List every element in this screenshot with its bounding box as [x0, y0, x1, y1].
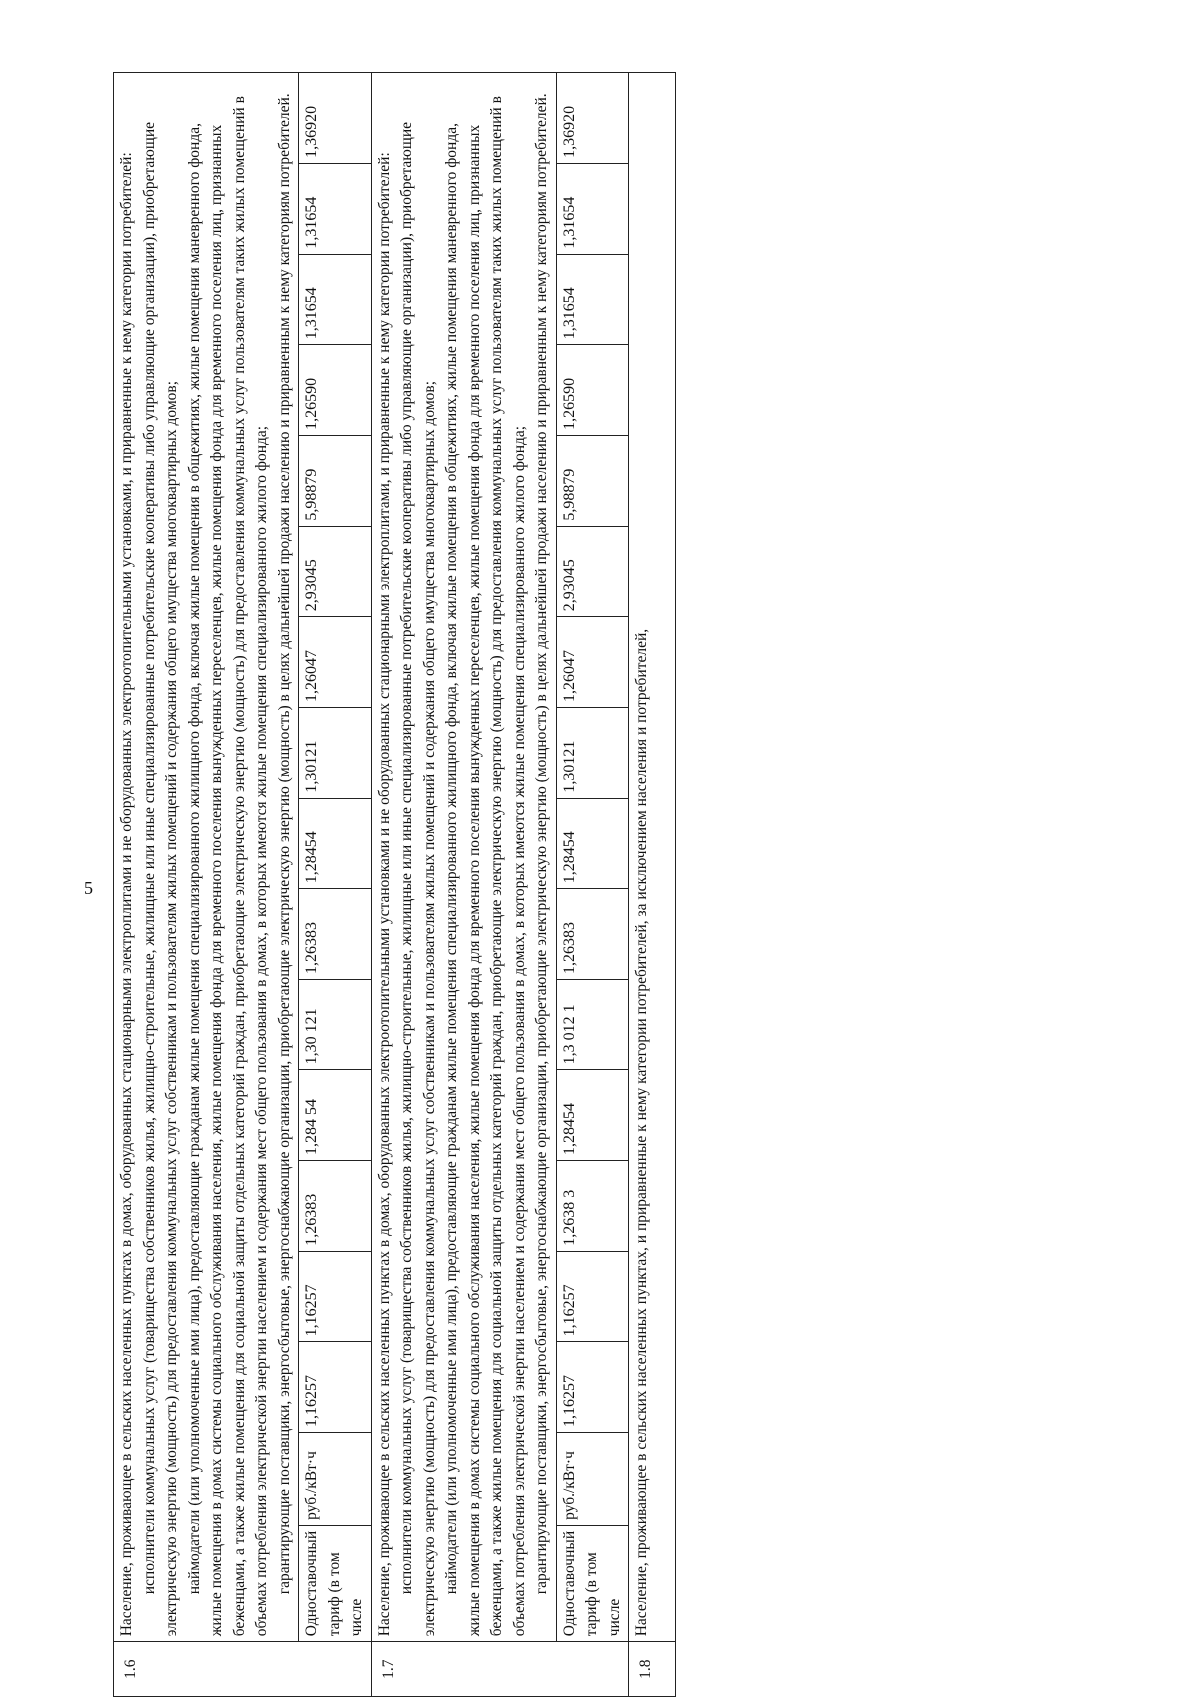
tariff-value: 1,28454 — [556, 1070, 629, 1161]
table-row — [114, 73, 299, 1697]
paragraph: исполнители коммунальных услуг (товарищества собственников жилья, жилищно-строительные, жилищные или иные специализированные потребительские кооперативы либо управляющие организации), приобретающие электрическую энергию (мощность) для предоставления коммунальных услуг собственникам и пользователям жилых помещений и содержания общего имущества многоквартирных домов; — [140, 122, 180, 1637]
category-description — [371, 73, 556, 1642]
tariff-row — [299, 73, 372, 1697]
tariff-value: 1,30121 — [556, 707, 629, 798]
tariff-value: 1,28454 — [556, 798, 629, 889]
table-row — [371, 73, 556, 1697]
tariff-table — [113, 72, 676, 1697]
tariff-value: 1,31654 — [299, 254, 372, 345]
table-row — [629, 73, 676, 1697]
tariff-value: 1,2638 3 — [556, 1161, 629, 1252]
tariff-value: 1,26383 — [299, 889, 372, 980]
paragraph: исполнители коммунальных услуг (товарищества собственников жилья, жилищно-строительные, жилищные или иные специализированные потребительские кооперативы либо управляющие организации), приобретающие электрическую энергию (мощность) для предоставления коммунальных услуг собственникам и пользователям жилых помещений и содержания общего имущества многоквартирных домов; — [398, 122, 438, 1637]
tariff-value: 2,93045 — [299, 526, 372, 617]
paragraph: наймодатели (или уполномоченные ими лица), предоставляющие гражданам жилые помещения специализированного жилищного фонда, включая жилые помещения в общежитиях, жилые помещения маневренного фонда, жилые помещения в домах системы социального обслуживания населения, жилые помещения фонда для временного поселения вынужденных переселенцев, жилые помещения фонда для временного поселения лиц, признанных беженцами, а также жилые помещения для социальной защиты отдельных категорий граждан, приобретающие электрическую энергию (мощность) для предоставления коммунальных услуг пользователям таких жилых помещений в объемах потребления электрической энергии населением и содержания мест общего пользования в домах, в которых имеются жилые помещения специализированного жилого фонда; — [185, 96, 270, 1637]
paragraph: Население, проживающее в сельских населенных пунктах в домах, оборудованных электроотопительными установками и не оборудованных стационарными электроплитами, и приравненные к нему категории потребителей: — [375, 152, 393, 1637]
tariff-value: 1,284 54 — [299, 1070, 372, 1161]
tariff-value: 1,26590 — [556, 345, 629, 436]
tariff-value: 1,16257 — [556, 1342, 629, 1433]
category-description — [114, 73, 299, 1642]
row-number: 1.8 — [629, 1642, 676, 1697]
tariff-value: 1,16257 — [556, 1251, 629, 1342]
tariff-value: 1,28454 — [299, 798, 372, 889]
row-number: 1.6 — [114, 1642, 372, 1697]
tariff-value: 1,30121 — [299, 707, 372, 798]
tariff-value: 1,30 121 — [299, 979, 372, 1069]
tariff-value: 1,36920 — [556, 73, 629, 164]
paragraph: гарантирующие поставщики, энергосбытовые, энергоснабжающие организации, приобретающие электрическую энергию (мощность) в целях дальнейшей продажи населению и приравненным к нему категориям потребителей. — [275, 93, 293, 1595]
tariff-value: 5,98879 — [299, 435, 372, 526]
rotated-tariff-table — [113, 72, 1043, 1697]
paragraph: гарантирующие поставщики, энергосбытовые, энергоснабжающие организации, приобретающие электрическую энергию (мощность) в целях дальнейшей продажи населению и приравненным к нему категориям потребителей. — [533, 93, 550, 1595]
tariff-value: 1,31654 — [556, 254, 629, 345]
tariff-value: 1,26047 — [556, 617, 629, 708]
row-number: 1.7 — [371, 1642, 629, 1697]
unit-cell: руб./кВт·ч — [556, 1433, 629, 1526]
tariff-value: 1,16257 — [299, 1342, 372, 1433]
page-number: 5 — [84, 878, 93, 898]
tariff-value: 1,3 012 1 — [556, 979, 629, 1069]
tariff-value: 2,93045 — [556, 526, 629, 617]
tariff-value: 1,26047 — [299, 617, 372, 708]
tariff-value: 1,31654 — [556, 163, 629, 254]
tariff-value: 1,16257 — [299, 1251, 372, 1342]
unit-cell: руб./кВт·ч — [299, 1433, 372, 1526]
tariff-value: 1,26590 — [299, 345, 372, 436]
tariff-value: 1,36920 — [299, 73, 372, 164]
paragraph: Население, проживающее в сельских населенных пунктах, и приравненные к нему категории потребителей, за исключением населения и потребителей, — [633, 628, 650, 1637]
category-description — [629, 73, 676, 1642]
tariff-value: 1,26383 — [299, 1161, 372, 1252]
tariff-label: Одноставочный тариф (в том числе — [556, 1525, 629, 1641]
tariff-row — [556, 73, 629, 1697]
paragraph: наймодатели (или уполномоченные ими лица), предоставляющие гражданам жилые помещения специализированного жилищного фонда, включая жилые помещения в общежитиях, жилые помещения маневренного фонда, жилые помещения в домах системы социального обслуживания населения, жилые помещения фонда для временного поселения вынужденных переселенцев, жилые помещения фонда для временного поселения лиц, признанных беженцами, а также жилые помещения для социальной защиты отдельных категорий граждан, приобретающие электрическую энергию (мощность) для предоставления коммунальных услуг пользователям таких жилых помещений в объемах потребления электрической энергии населением и содержания мест общего пользования в домах, в которых имеются жилые помещения специализированного жилого фонда; — [443, 96, 528, 1637]
tariff-value: 1,31654 — [299, 163, 372, 254]
tariff-value: 1,26383 — [556, 889, 629, 980]
paragraph: Население, проживающее в сельских населенных пунктах в домах, оборудованных стационарными электроплитами и не оборудованных электроотопительными установками, и приравненные к нему категории потребителей: — [118, 152, 135, 1637]
tariff-label: Одноставочный тариф (в том числе — [299, 1525, 372, 1641]
tariff-value: 5,98879 — [556, 435, 629, 526]
